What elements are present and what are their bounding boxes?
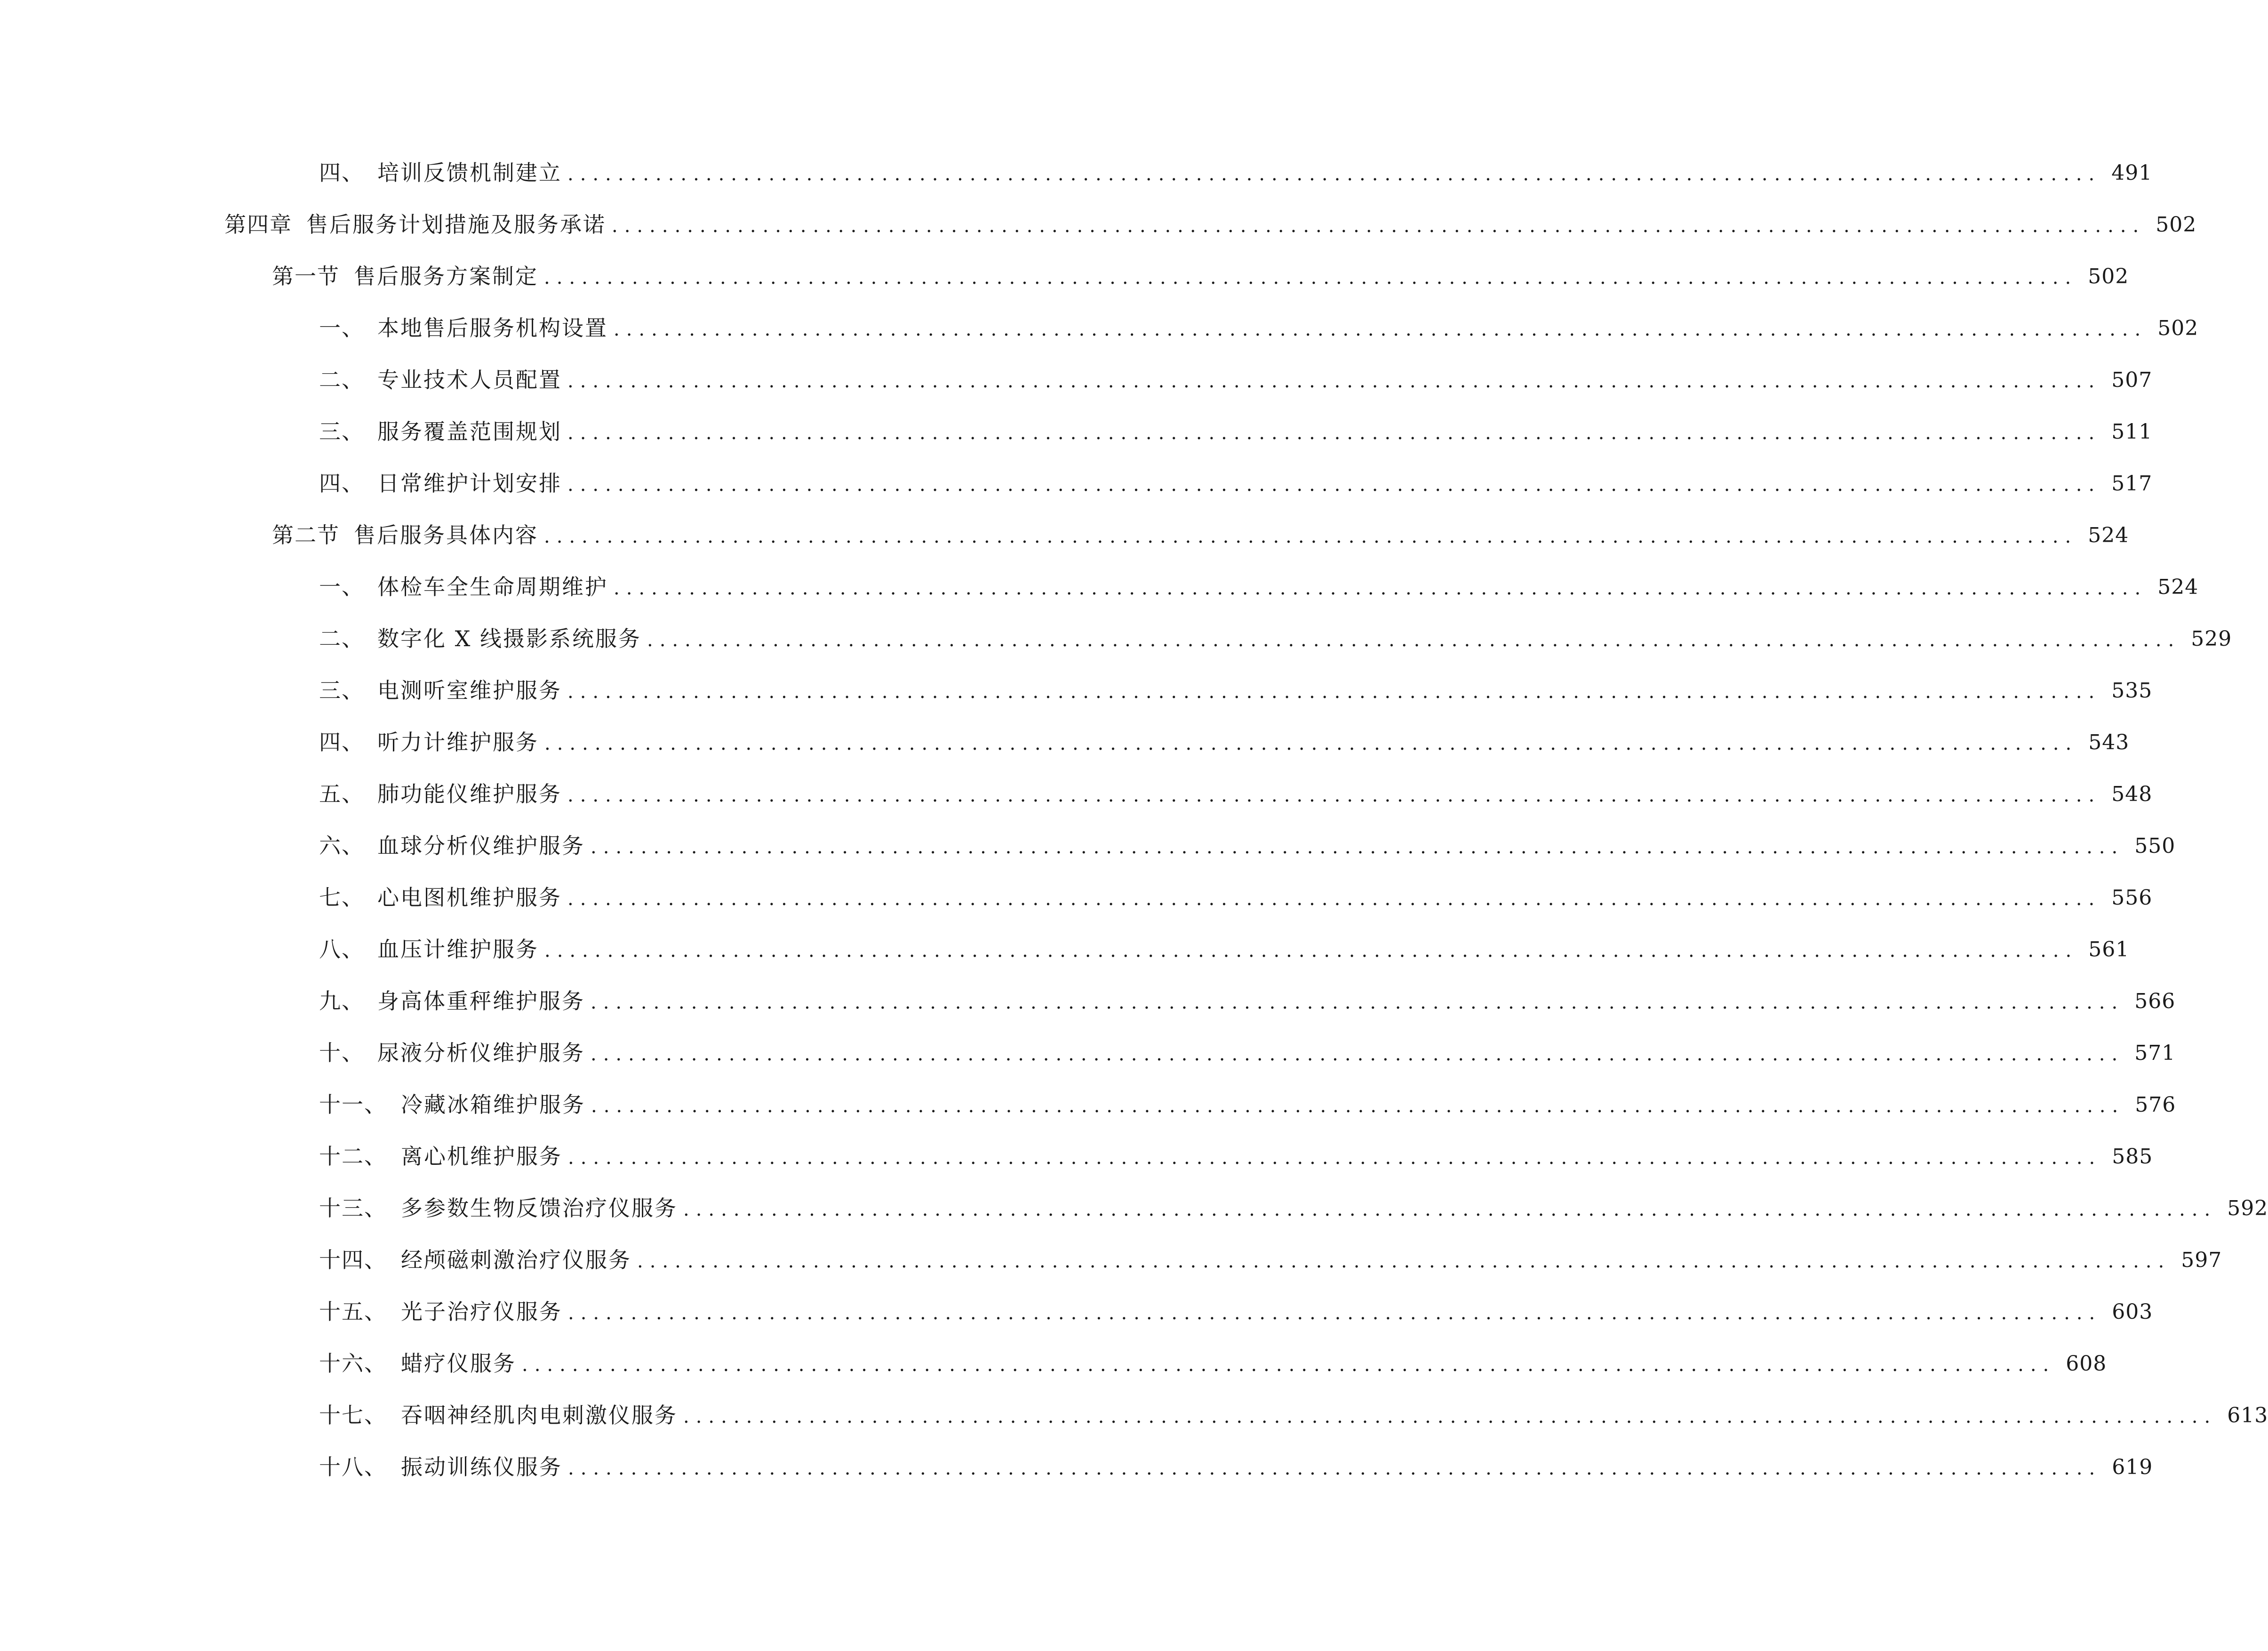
toc-entry-number: 三、 [319, 419, 364, 444]
toc-entry-number: 十、 [319, 1040, 364, 1066]
toc-entry-number: 十二、 [319, 1144, 387, 1169]
toc-dot-leader: .......................................................................................................................... [544, 267, 2078, 289]
toc-entry[interactable] [319, 560, 2199, 600]
toc-entry[interactable] [319, 1337, 2107, 1376]
toc-entry-title: 血压计维护服务 [377, 937, 539, 962]
toc-dot-leader: .......................................................................................................................... [591, 1043, 2124, 1065]
toc-entry-title: 服务覆盖范围规划 [377, 419, 562, 444]
toc-entry-title: 离心机维护服务 [401, 1144, 562, 1169]
toc-dot-leader: .......................................................................................................................... [683, 1199, 2217, 1220]
toc-entry[interactable] [319, 922, 2130, 962]
toc-entry-title: 振动训练仪服务 [401, 1454, 562, 1480]
toc-entry-number: 第一节 [272, 264, 340, 289]
toc-entry-page: 502 [2156, 213, 2197, 237]
toc-entry-number: 九、 [319, 988, 364, 1014]
toc-dot-leader: .......................................................................................................................... [591, 1095, 2125, 1117]
toc-entry-title: 电测听室维护服务 [377, 678, 562, 703]
toc-entry-title: 培训反馈机制建立 [377, 160, 562, 185]
toc-dot-leader: .......................................................................................................................... [567, 163, 2101, 185]
toc-entry-page: 571 [2134, 1041, 2176, 1065]
toc-entry[interactable] [319, 767, 2153, 807]
toc-entry-page: 502 [2157, 316, 2199, 340]
toc-entry-title: 售后服务计划措施及服务承诺 [306, 212, 606, 237]
toc-entry[interactable] [319, 146, 2153, 185]
toc-entry[interactable] [319, 974, 2176, 1014]
toc-entry-page: 502 [2088, 264, 2129, 289]
toc-entry-title: 售后服务具体内容 [354, 522, 538, 548]
toc-entry-number: 四、 [319, 729, 364, 755]
toc-entry-title: 冷藏冰箱维护服务 [401, 1092, 585, 1117]
toc-entry[interactable] [319, 819, 2176, 858]
toc-dot-leader: .......................................................................................................................... [567, 888, 2101, 910]
toc-dot-leader: .......................................................................................................................... [544, 940, 2078, 962]
toc-entry-number: 十一、 [319, 1092, 387, 1117]
toc-entry-title: 数字化 X 线摄影系统服务 [377, 626, 641, 651]
toc-entry-number: 十三、 [319, 1195, 387, 1221]
toc-entry-number: 十四、 [319, 1247, 387, 1273]
toc-dot-leader: .......................................................................................................................... [591, 836, 2124, 858]
toc-entry[interactable] [319, 1078, 2176, 1117]
toc-entry-title: 本地售后服务机构设置 [377, 315, 608, 341]
toc-entry-title: 多参数生物反馈治疗仪服务 [401, 1195, 678, 1221]
toc-entry-title: 光子治疗仪服务 [401, 1299, 562, 1324]
toc-entry-title: 身高体重秤维护服务 [377, 988, 585, 1014]
toc-dot-leader: .......................................................................................................................... [522, 1354, 2056, 1376]
toc-entry[interactable] [319, 1388, 2268, 1428]
toc-entry-number: 一、 [319, 315, 364, 341]
toc-entry[interactable] [319, 612, 2232, 651]
toc-dot-leader: .......................................................................................................................... [567, 681, 2101, 703]
toc-entry[interactable] [319, 457, 2153, 496]
toc-entry-title: 血球分析仪维护服务 [377, 833, 585, 858]
toc-dot-leader: .......................................................................................................................... [614, 319, 2148, 340]
toc-dot-leader: .......................................................................................................................... [683, 1406, 2217, 1427]
toc-entry-page: 608 [2066, 1352, 2107, 1376]
toc-entry-page: 535 [2111, 679, 2153, 703]
toc-entry-page: 548 [2111, 782, 2153, 806]
toc-dot-leader: .......................................................................................................................... [568, 1147, 2102, 1169]
toc-entry[interactable] [319, 353, 2153, 393]
toc-entry-page: 613 [2227, 1403, 2268, 1427]
toc-entry-page: 566 [2134, 989, 2176, 1013]
toc-entry-title: 尿液分析仪维护服务 [377, 1040, 585, 1066]
toc-entry-page: 529 [2191, 627, 2232, 651]
toc-entry-page: 511 [2111, 420, 2153, 444]
toc-entry[interactable] [319, 1233, 2222, 1273]
toc-entry-page: 524 [2157, 575, 2199, 599]
toc-dot-leader: .......................................................................................................................... [544, 526, 2078, 547]
toc-entry-title: 日常维护计划安排 [377, 471, 562, 496]
toc-entry-title: 体检车全生命周期维护 [377, 574, 608, 600]
toc-entry-page: 550 [2134, 834, 2176, 858]
toc-entry-chapter[interactable] [224, 198, 2197, 237]
toc-entry-title: 蜡疗仪服务 [401, 1351, 516, 1376]
toc-entry-number: 一、 [319, 574, 364, 600]
toc-entry-number: 第二节 [272, 522, 340, 548]
toc-entry-page: 543 [2088, 730, 2130, 754]
toc-dot-leader: .......................................................................................................................... [591, 992, 2124, 1013]
toc-entry-title: 听力计维护服务 [377, 729, 539, 755]
toc-entry-title: 经颅磁刺激治疗仪服务 [401, 1247, 631, 1273]
toc-entry-number: 四、 [319, 471, 364, 496]
toc-entry-number: 十八、 [319, 1454, 387, 1480]
toc-entry-number: 二、 [319, 626, 364, 651]
toc-entry-page: 576 [2135, 1093, 2176, 1117]
toc-entry-title: 售后服务方案制定 [354, 264, 538, 289]
toc-dot-leader: .......................................................................................................................... [567, 474, 2101, 496]
toc-dot-leader: .......................................................................................................................... [614, 577, 2148, 599]
toc-entry-section[interactable] [272, 508, 2129, 548]
toc-entry-page: 585 [2112, 1145, 2153, 1169]
toc-entry[interactable] [319, 715, 2130, 755]
toc-entry-number: 二、 [319, 367, 364, 393]
toc-dot-leader: .......................................................................................................................... [647, 629, 2181, 651]
toc-entry-page: 491 [2111, 161, 2153, 185]
toc-entry-page: 524 [2088, 523, 2129, 547]
toc-entry-title: 肺功能仪维护服务 [377, 781, 562, 807]
toc-entry[interactable] [319, 1026, 2176, 1066]
toc-entry[interactable] [319, 664, 2153, 703]
toc-entry-title: 心电图机维护服务 [377, 885, 562, 910]
toc-entry-number: 八、 [319, 937, 364, 962]
toc-entry-page: 561 [2088, 938, 2130, 962]
toc-entry-page: 619 [2112, 1455, 2153, 1479]
toc-entry-title: 专业技术人员配置 [377, 367, 562, 393]
toc-entry[interactable] [319, 871, 2153, 910]
toc-entry-number: 第四章 [224, 212, 292, 237]
toc-dot-leader: .......................................................................................................................... [567, 785, 2101, 806]
toc-entry-number: 十六、 [319, 1351, 387, 1376]
toc-entry-number: 五、 [319, 781, 364, 807]
toc-entry-number: 四、 [319, 160, 364, 185]
toc-dot-leader: .......................................................................................................................... [568, 1302, 2102, 1324]
toc-entry-number: 六、 [319, 833, 364, 858]
toc-entry[interactable] [319, 1285, 2153, 1324]
toc-entry-section[interactable] [272, 249, 2129, 289]
toc-entry-number: 十七、 [319, 1403, 387, 1428]
toc-entry-page: 592 [2227, 1196, 2268, 1220]
toc-entry-page: 597 [2181, 1248, 2222, 1272]
toc-entry[interactable] [319, 1130, 2153, 1169]
toc-dot-leader: .......................................................................................................................... [567, 422, 2101, 444]
toc-entry[interactable] [319, 1440, 2153, 1480]
toc-entry-number: 三、 [319, 678, 364, 703]
toc-dot-leader: .......................................................................................................................... [568, 1458, 2102, 1479]
toc-dot-leader: .......................................................................................................................... [567, 370, 2101, 392]
toc-entry-title: 吞咽神经肌肉电刺激仪服务 [401, 1403, 678, 1428]
toc-entry[interactable] [319, 301, 2199, 341]
toc-entry-number: 十五、 [319, 1299, 387, 1324]
toc-entry-page: 517 [2111, 472, 2153, 496]
toc-entry[interactable] [319, 405, 2153, 444]
toc-entry-page: 507 [2111, 368, 2153, 392]
toc-entry-number: 七、 [319, 885, 364, 910]
toc-entry[interactable] [319, 1181, 2268, 1221]
toc-dot-leader: .......................................................................................................................... [612, 215, 2146, 237]
toc-entry-page: 603 [2112, 1300, 2153, 1324]
toc-dot-leader: .......................................................................................................................... [544, 733, 2078, 754]
toc-dot-leader: .......................................................................................................................... [637, 1250, 2171, 1272]
toc-entry-page: 556 [2111, 886, 2153, 910]
